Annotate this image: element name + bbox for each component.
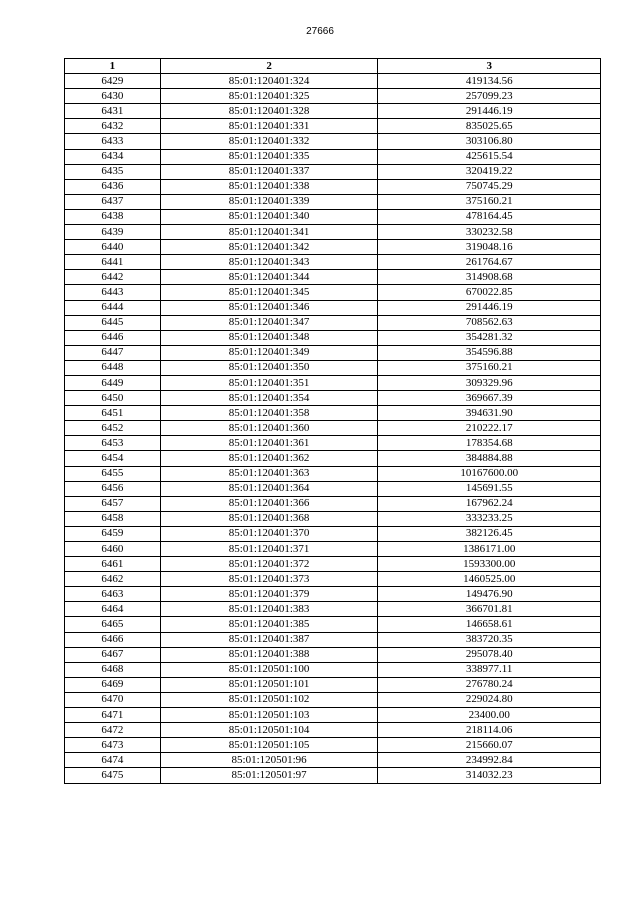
column-header-3: 3: [378, 59, 601, 74]
row-number-cell: 6458: [65, 511, 161, 526]
value-cell: 23400.00: [378, 708, 601, 723]
page-number: 27666: [306, 26, 334, 37]
cadastral-number-cell: 85:01:120401:332: [160, 134, 378, 149]
row-number-cell: 6461: [65, 557, 161, 572]
value-cell: 382126.45: [378, 526, 601, 541]
cadastral-number-cell: 85:01:120401:341: [160, 225, 378, 240]
row-number-cell: 6436: [65, 179, 161, 194]
value-cell: 261764.67: [378, 255, 601, 270]
cadastral-number-cell: 85:01:120401:354: [160, 391, 378, 406]
table-row: [65, 496, 601, 511]
row-number-cell: 6440: [65, 240, 161, 255]
table-row: [65, 285, 601, 300]
row-number-cell: 6442: [65, 270, 161, 285]
cadastral-number-cell: 85:01:120401:325: [160, 89, 378, 104]
cadastral-number-cell: 85:01:120401:385: [160, 617, 378, 632]
value-cell: 750745.29: [378, 179, 601, 194]
table-row: [65, 723, 601, 738]
row-number-cell: 6469: [65, 677, 161, 692]
value-cell: 314032.23: [378, 768, 601, 783]
row-number-cell: 6473: [65, 738, 161, 753]
value-cell: 291446.19: [378, 300, 601, 315]
cadastral-number-cell: 85:01:120401:339: [160, 194, 378, 209]
table-row: [65, 164, 601, 179]
cadastral-number-cell: 85:01:120501:102: [160, 692, 378, 707]
table-row: [65, 391, 601, 406]
cadastral-number-cell: 85:01:120401:344: [160, 270, 378, 285]
table-row: [65, 345, 601, 360]
table-row: [65, 451, 601, 466]
value-cell: 303106.80: [378, 134, 601, 149]
value-cell: 478164.45: [378, 209, 601, 224]
value-cell: 210222.17: [378, 421, 601, 436]
value-cell: 10167600.00: [378, 466, 601, 481]
value-cell: 835025.65: [378, 119, 601, 134]
table-row: [65, 587, 601, 602]
row-number-cell: 6467: [65, 647, 161, 662]
value-cell: 338977.11: [378, 662, 601, 677]
row-number-cell: 6438: [65, 209, 161, 224]
table-row: [65, 255, 601, 270]
row-number-cell: 6452: [65, 421, 161, 436]
row-number-cell: 6472: [65, 723, 161, 738]
table-row: [65, 330, 601, 345]
table-row: [65, 647, 601, 662]
cadastral-number-cell: 85:01:120401:335: [160, 149, 378, 164]
value-cell: 178354.68: [378, 436, 601, 451]
value-cell: 369667.39: [378, 391, 601, 406]
cadastral-number-cell: 85:01:120401:345: [160, 285, 378, 300]
cadastral-number-cell: 85:01:120501:101: [160, 677, 378, 692]
row-number-cell: 6462: [65, 572, 161, 587]
cadastral-number-cell: 85:01:120501:97: [160, 768, 378, 783]
cadastral-number-cell: 85:01:120501:100: [160, 662, 378, 677]
table-row: [65, 557, 601, 572]
value-cell: 167962.24: [378, 496, 601, 511]
cadastral-number-cell: 85:01:120401:348: [160, 330, 378, 345]
cadastral-number-cell: 85:01:120501:96: [160, 753, 378, 768]
cadastral-number-cell: 85:01:120401:351: [160, 375, 378, 390]
table-row: [65, 632, 601, 647]
value-cell: 218114.06: [378, 723, 601, 738]
table-row: [65, 617, 601, 632]
row-number-cell: 6455: [65, 466, 161, 481]
value-cell: 146658.61: [378, 617, 601, 632]
row-number-cell: 6463: [65, 587, 161, 602]
row-number-cell: 6449: [65, 375, 161, 390]
row-number-cell: 6446: [65, 330, 161, 345]
row-number-cell: 6434: [65, 149, 161, 164]
value-cell: 383720.35: [378, 632, 601, 647]
cadastral-number-cell: 85:01:120401:342: [160, 240, 378, 255]
cadastral-number-cell: 85:01:120401:358: [160, 406, 378, 421]
cadastral-number-cell: 85:01:120401:388: [160, 647, 378, 662]
value-cell: 149476.90: [378, 587, 601, 602]
value-cell: 309329.96: [378, 375, 601, 390]
cadastral-number-cell: 85:01:120401:387: [160, 632, 378, 647]
cadastral-number-cell: 85:01:120401:362: [160, 451, 378, 466]
table-row: [65, 692, 601, 707]
row-number-cell: 6435: [65, 164, 161, 179]
value-cell: 276780.24: [378, 677, 601, 692]
table-row: [65, 708, 601, 723]
value-cell: 354281.32: [378, 330, 601, 345]
cadastral-number-cell: 85:01:120401:373: [160, 572, 378, 587]
table-row: [65, 572, 601, 587]
row-number-cell: 6454: [65, 451, 161, 466]
table-row: [65, 738, 601, 753]
value-cell: 215660.07: [378, 738, 601, 753]
table-row: [65, 89, 601, 104]
table-row: [65, 436, 601, 451]
value-cell: 366701.81: [378, 602, 601, 617]
table-row: [65, 662, 601, 677]
cadastral-number-cell: 85:01:120401:379: [160, 587, 378, 602]
row-number-cell: 6430: [65, 89, 161, 104]
row-number-cell: 6470: [65, 692, 161, 707]
row-number-cell: 6471: [65, 708, 161, 723]
value-cell: 384884.88: [378, 451, 601, 466]
row-number-cell: 6465: [65, 617, 161, 632]
value-cell: 419134.56: [378, 74, 601, 89]
row-number-cell: 6437: [65, 194, 161, 209]
table-row: [65, 542, 601, 557]
row-number-cell: 6450: [65, 391, 161, 406]
row-number-cell: 6468: [65, 662, 161, 677]
cadastral-number-cell: 85:01:120401:350: [160, 360, 378, 375]
table-row: [65, 768, 601, 783]
row-number-cell: 6453: [65, 436, 161, 451]
cadastral-number-cell: 85:01:120401:346: [160, 300, 378, 315]
table-row: [65, 119, 601, 134]
cadastral-number-cell: 85:01:120401:371: [160, 542, 378, 557]
value-cell: 229024.80: [378, 692, 601, 707]
table-row: [65, 421, 601, 436]
row-number-cell: 6432: [65, 119, 161, 134]
table-row: [65, 602, 601, 617]
row-number-cell: 6441: [65, 255, 161, 270]
table-row: [65, 526, 601, 541]
value-cell: 425615.54: [378, 149, 601, 164]
row-number-cell: 6474: [65, 753, 161, 768]
row-number-cell: 6429: [65, 74, 161, 89]
row-number-cell: 6431: [65, 104, 161, 119]
cadastral-number-cell: 85:01:120401:372: [160, 557, 378, 572]
table-row: [65, 74, 601, 89]
row-number-cell: 6451: [65, 406, 161, 421]
cadastral-number-cell: 85:01:120401:363: [160, 466, 378, 481]
row-number-cell: 6433: [65, 134, 161, 149]
table-row: [65, 194, 601, 209]
cadastral-number-cell: 85:01:120401:338: [160, 179, 378, 194]
value-cell: 333233.25: [378, 511, 601, 526]
cadastral-number-cell: 85:01:120401:366: [160, 496, 378, 511]
row-number-cell: 6460: [65, 542, 161, 557]
table-row: [65, 270, 601, 285]
row-number-cell: 6447: [65, 345, 161, 360]
value-cell: 291446.19: [378, 104, 601, 119]
cadastral-number-cell: 85:01:120401:360: [160, 421, 378, 436]
value-cell: 234992.84: [378, 753, 601, 768]
value-cell: 145691.55: [378, 481, 601, 496]
table-row: [65, 375, 601, 390]
value-cell: 1593300.00: [378, 557, 601, 572]
row-number-cell: 6456: [65, 481, 161, 496]
cadastral-number-cell: 85:01:120501:104: [160, 723, 378, 738]
table-row: [65, 300, 601, 315]
value-cell: 394631.90: [378, 406, 601, 421]
value-cell: 375160.21: [378, 360, 601, 375]
cadastral-number-cell: 85:01:120401:340: [160, 209, 378, 224]
table-row: [65, 209, 601, 224]
table-row: [65, 481, 601, 496]
table-row: [65, 511, 601, 526]
cadastral-number-cell: 85:01:120401:364: [160, 481, 378, 496]
value-cell: 1460525.00: [378, 572, 601, 587]
table-header-row: [65, 59, 601, 74]
cadastral-number-cell: 85:01:120401:361: [160, 436, 378, 451]
data-table: [64, 58, 601, 784]
cadastral-number-cell: 85:01:120401:331: [160, 119, 378, 134]
row-number-cell: 6448: [65, 360, 161, 375]
row-number-cell: 6443: [65, 285, 161, 300]
column-header-2: 2: [160, 59, 378, 74]
table-row: [65, 134, 601, 149]
cadastral-number-cell: 85:01:120501:103: [160, 708, 378, 723]
value-cell: 330232.58: [378, 225, 601, 240]
row-number-cell: 6439: [65, 225, 161, 240]
table-row: [65, 225, 601, 240]
value-cell: 295078.40: [378, 647, 601, 662]
row-number-cell: 6475: [65, 768, 161, 783]
cadastral-number-cell: 85:01:120401:343: [160, 255, 378, 270]
cadastral-number-cell: 85:01:120501:105: [160, 738, 378, 753]
value-cell: 1386171.00: [378, 542, 601, 557]
cadastral-number-cell: 85:01:120401:349: [160, 345, 378, 360]
table-row: [65, 360, 601, 375]
row-number-cell: 6464: [65, 602, 161, 617]
table-row: [65, 753, 601, 768]
table-row: [65, 677, 601, 692]
value-cell: 354596.88: [378, 345, 601, 360]
value-cell: 375160.21: [378, 194, 601, 209]
table-row: [65, 179, 601, 194]
row-number-cell: 6444: [65, 300, 161, 315]
table-row: [65, 315, 601, 330]
table-row: [65, 149, 601, 164]
row-number-cell: 6459: [65, 526, 161, 541]
table-row: [65, 104, 601, 119]
table-row: [65, 406, 601, 421]
cadastral-number-cell: 85:01:120401:368: [160, 511, 378, 526]
cadastral-number-cell: 85:01:120401:328: [160, 104, 378, 119]
table-body: [65, 74, 601, 783]
value-cell: 670022.85: [378, 285, 601, 300]
value-cell: 314908.68: [378, 270, 601, 285]
cadastral-number-cell: 85:01:120401:337: [160, 164, 378, 179]
value-cell: 708562.63: [378, 315, 601, 330]
row-number-cell: 6457: [65, 496, 161, 511]
value-cell: 319048.16: [378, 240, 601, 255]
value-cell: 320419.22: [378, 164, 601, 179]
row-number-cell: 6445: [65, 315, 161, 330]
row-number-cell: 6466: [65, 632, 161, 647]
value-cell: 257099.23: [378, 89, 601, 104]
cadastral-number-cell: 85:01:120401:383: [160, 602, 378, 617]
table-row: [65, 466, 601, 481]
cadastral-number-cell: 85:01:120401:370: [160, 526, 378, 541]
cadastral-number-cell: 85:01:120401:347: [160, 315, 378, 330]
cadastral-number-cell: 85:01:120401:324: [160, 74, 378, 89]
column-header-1: 1: [65, 59, 161, 74]
table-row: [65, 240, 601, 255]
